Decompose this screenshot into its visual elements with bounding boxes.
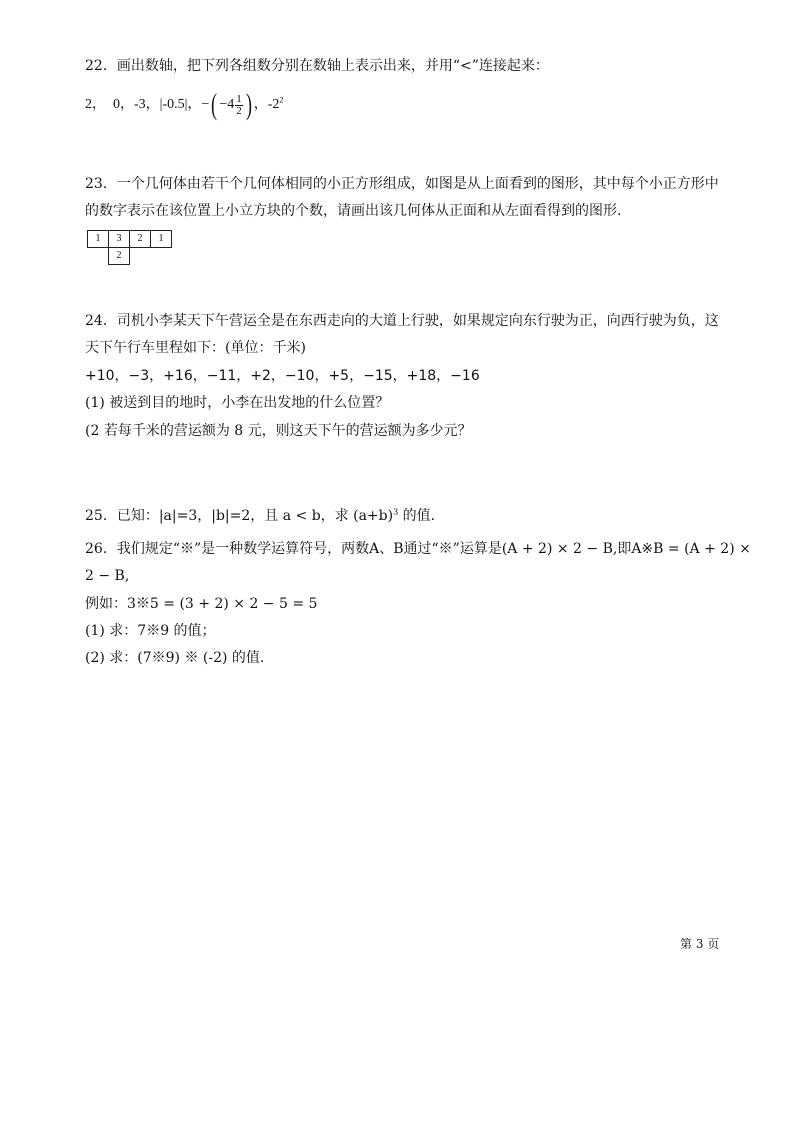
q22-frac-num: 1	[236, 92, 242, 105]
q23-line2: 的数字表示在该位置上小立方块的个数，请画出该几何体从正面和从左面看得到的图形.	[85, 203, 622, 219]
q22-right-paren: )	[245, 88, 252, 121]
grid-cell: 1	[87, 230, 109, 248]
q26-line1: 26．我们规定“※”是一种数学运算符号，两数A、B通过“※”运算是(A + 2) × 2 − B,即A※B = (A + 2) ×	[85, 541, 751, 557]
q25-tail: 的值.	[398, 508, 436, 524]
grid-cell: 2	[108, 247, 130, 265]
q24-sub2: (2 若每千米的营运额为 8 元，则这天下午的营运额为多少元？	[85, 423, 472, 439]
q22-fraction	[235, 94, 243, 117]
q26-sub2: (2) 求：(7※9) ※ (-2) 的值.	[85, 650, 265, 666]
q24-line1: 24．司机小李某天下午营运全是在东西走向的大道上行驶，如果规定向东行驶为正，向西行驶为负，这	[85, 313, 719, 329]
q22-numbers	[85, 90, 283, 120]
q24-sub1: (1) 被送到目的地时，小李在出发地的什么位置？	[85, 395, 390, 411]
grid-cell: 1	[150, 230, 172, 248]
q25-text: 25．已知：|a|=3，|b|=2，且 a < b，求 (a+b)	[85, 508, 394, 524]
q22-nums-b: ，-2	[253, 97, 280, 113]
grid-cell: 2	[129, 230, 151, 248]
q24-values: +10，−3，+16，−11，+2，−10，+5，−15，+18，−16	[85, 368, 480, 384]
q22-line1: 22．画出数轴，把下列各组数分别在数轴上表示出来，并用“<”连接起来：	[85, 58, 549, 74]
q23-line1: 23．一个几何体由若干个几何体相同的小正方形组成，如图是从上面看到的图形，其中每个小正方形中	[85, 176, 719, 192]
q22-frac-den: 2	[236, 104, 242, 117]
q22-neg: −	[201, 97, 210, 113]
q22-exp: 2	[279, 95, 284, 105]
q22-inner-neg: −4	[219, 97, 235, 113]
page-number: 第 3 页	[680, 937, 720, 951]
q26-example: 例如：3※5 = (3 + 2) × 2 − 5 = 5	[85, 596, 318, 612]
grid-cell: 3	[108, 230, 130, 248]
q24-line2: 天下午行车里程如下：(单位：千米)	[85, 340, 306, 356]
q25-exp: 3	[393, 507, 399, 517]
q22-nums-a: 2， 0，-3，|-0.5|，	[85, 97, 202, 113]
q26-sub1: (1) 求：7※9 的值；	[85, 623, 216, 639]
q25-line	[85, 506, 435, 526]
q22-left-paren: (	[211, 88, 218, 121]
q26-line2: 2 − B,	[85, 568, 130, 584]
